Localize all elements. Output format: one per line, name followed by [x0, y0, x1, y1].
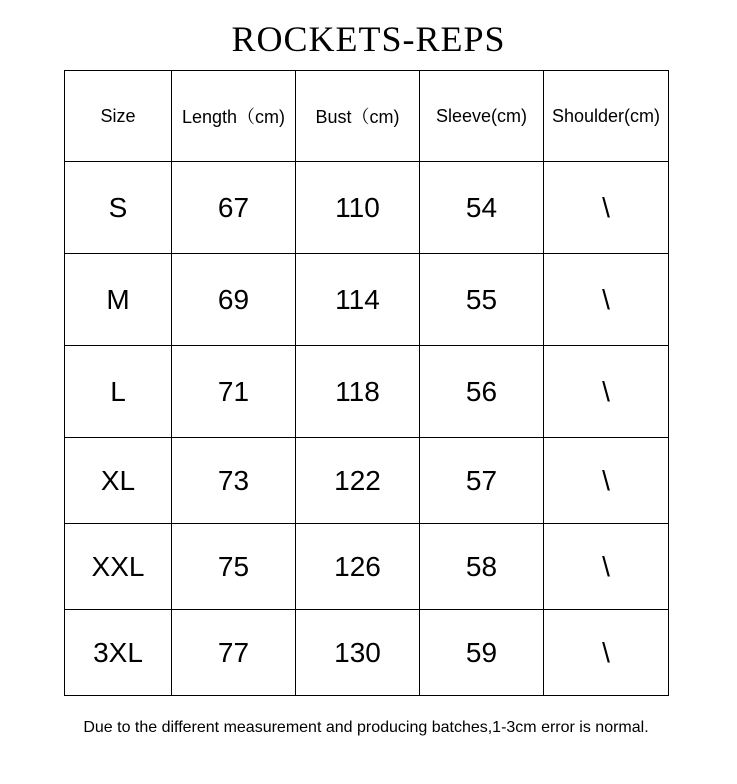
cell-sleeve: 59 — [420, 610, 544, 696]
cell-sleeve: 55 — [420, 254, 544, 346]
cell-sleeve: 57 — [420, 438, 544, 524]
cell-bust: 122 — [296, 438, 420, 524]
page-title: ROCKETS-REPS — [231, 19, 506, 59]
cell-length: 67 — [172, 162, 296, 254]
cell-sleeve: 58 — [420, 524, 544, 610]
cell-size: XXL — [65, 524, 172, 610]
cell-length: 77 — [172, 610, 296, 696]
size-chart-table — [64, 70, 669, 696]
table-row — [65, 254, 669, 346]
cell-length: 75 — [172, 524, 296, 610]
cell-bust: 130 — [296, 610, 420, 696]
cell-bust: 118 — [296, 346, 420, 438]
cell-size: 3XL — [65, 610, 172, 696]
cell-sleeve: 56 — [420, 346, 544, 438]
header-size: Size — [65, 71, 172, 162]
cell-shoulder: \ — [544, 254, 669, 346]
cell-length: 69 — [172, 254, 296, 346]
cell-sleeve: 54 — [420, 162, 544, 254]
cell-shoulder: \ — [544, 524, 669, 610]
cell-shoulder: \ — [544, 162, 669, 254]
header-bust: Bust（cm) — [296, 71, 420, 162]
cell-bust: 110 — [296, 162, 420, 254]
cell-bust: 126 — [296, 524, 420, 610]
cell-size: XL — [65, 438, 172, 524]
header-sleeve: Sleeve(cm) — [420, 71, 544, 162]
table-row — [65, 162, 669, 254]
cell-size: M — [65, 254, 172, 346]
cell-length: 71 — [172, 346, 296, 438]
cell-bust: 114 — [296, 254, 420, 346]
cell-size: S — [65, 162, 172, 254]
cell-length: 73 — [172, 438, 296, 524]
table-row — [65, 524, 669, 610]
cell-shoulder: \ — [544, 610, 669, 696]
header-shoulder: Shoulder(cm) — [544, 71, 669, 162]
cell-size: L — [65, 346, 172, 438]
table-row — [65, 610, 669, 696]
table-row — [65, 438, 669, 524]
header-length: Length（cm) — [172, 71, 296, 162]
measurement-note: Due to the different measurement and producing batches,1-3cm error is normal. — [83, 719, 649, 736]
table-row — [65, 346, 669, 438]
table-header-row — [65, 71, 669, 162]
cell-shoulder: \ — [544, 346, 669, 438]
cell-shoulder: \ — [544, 438, 669, 524]
